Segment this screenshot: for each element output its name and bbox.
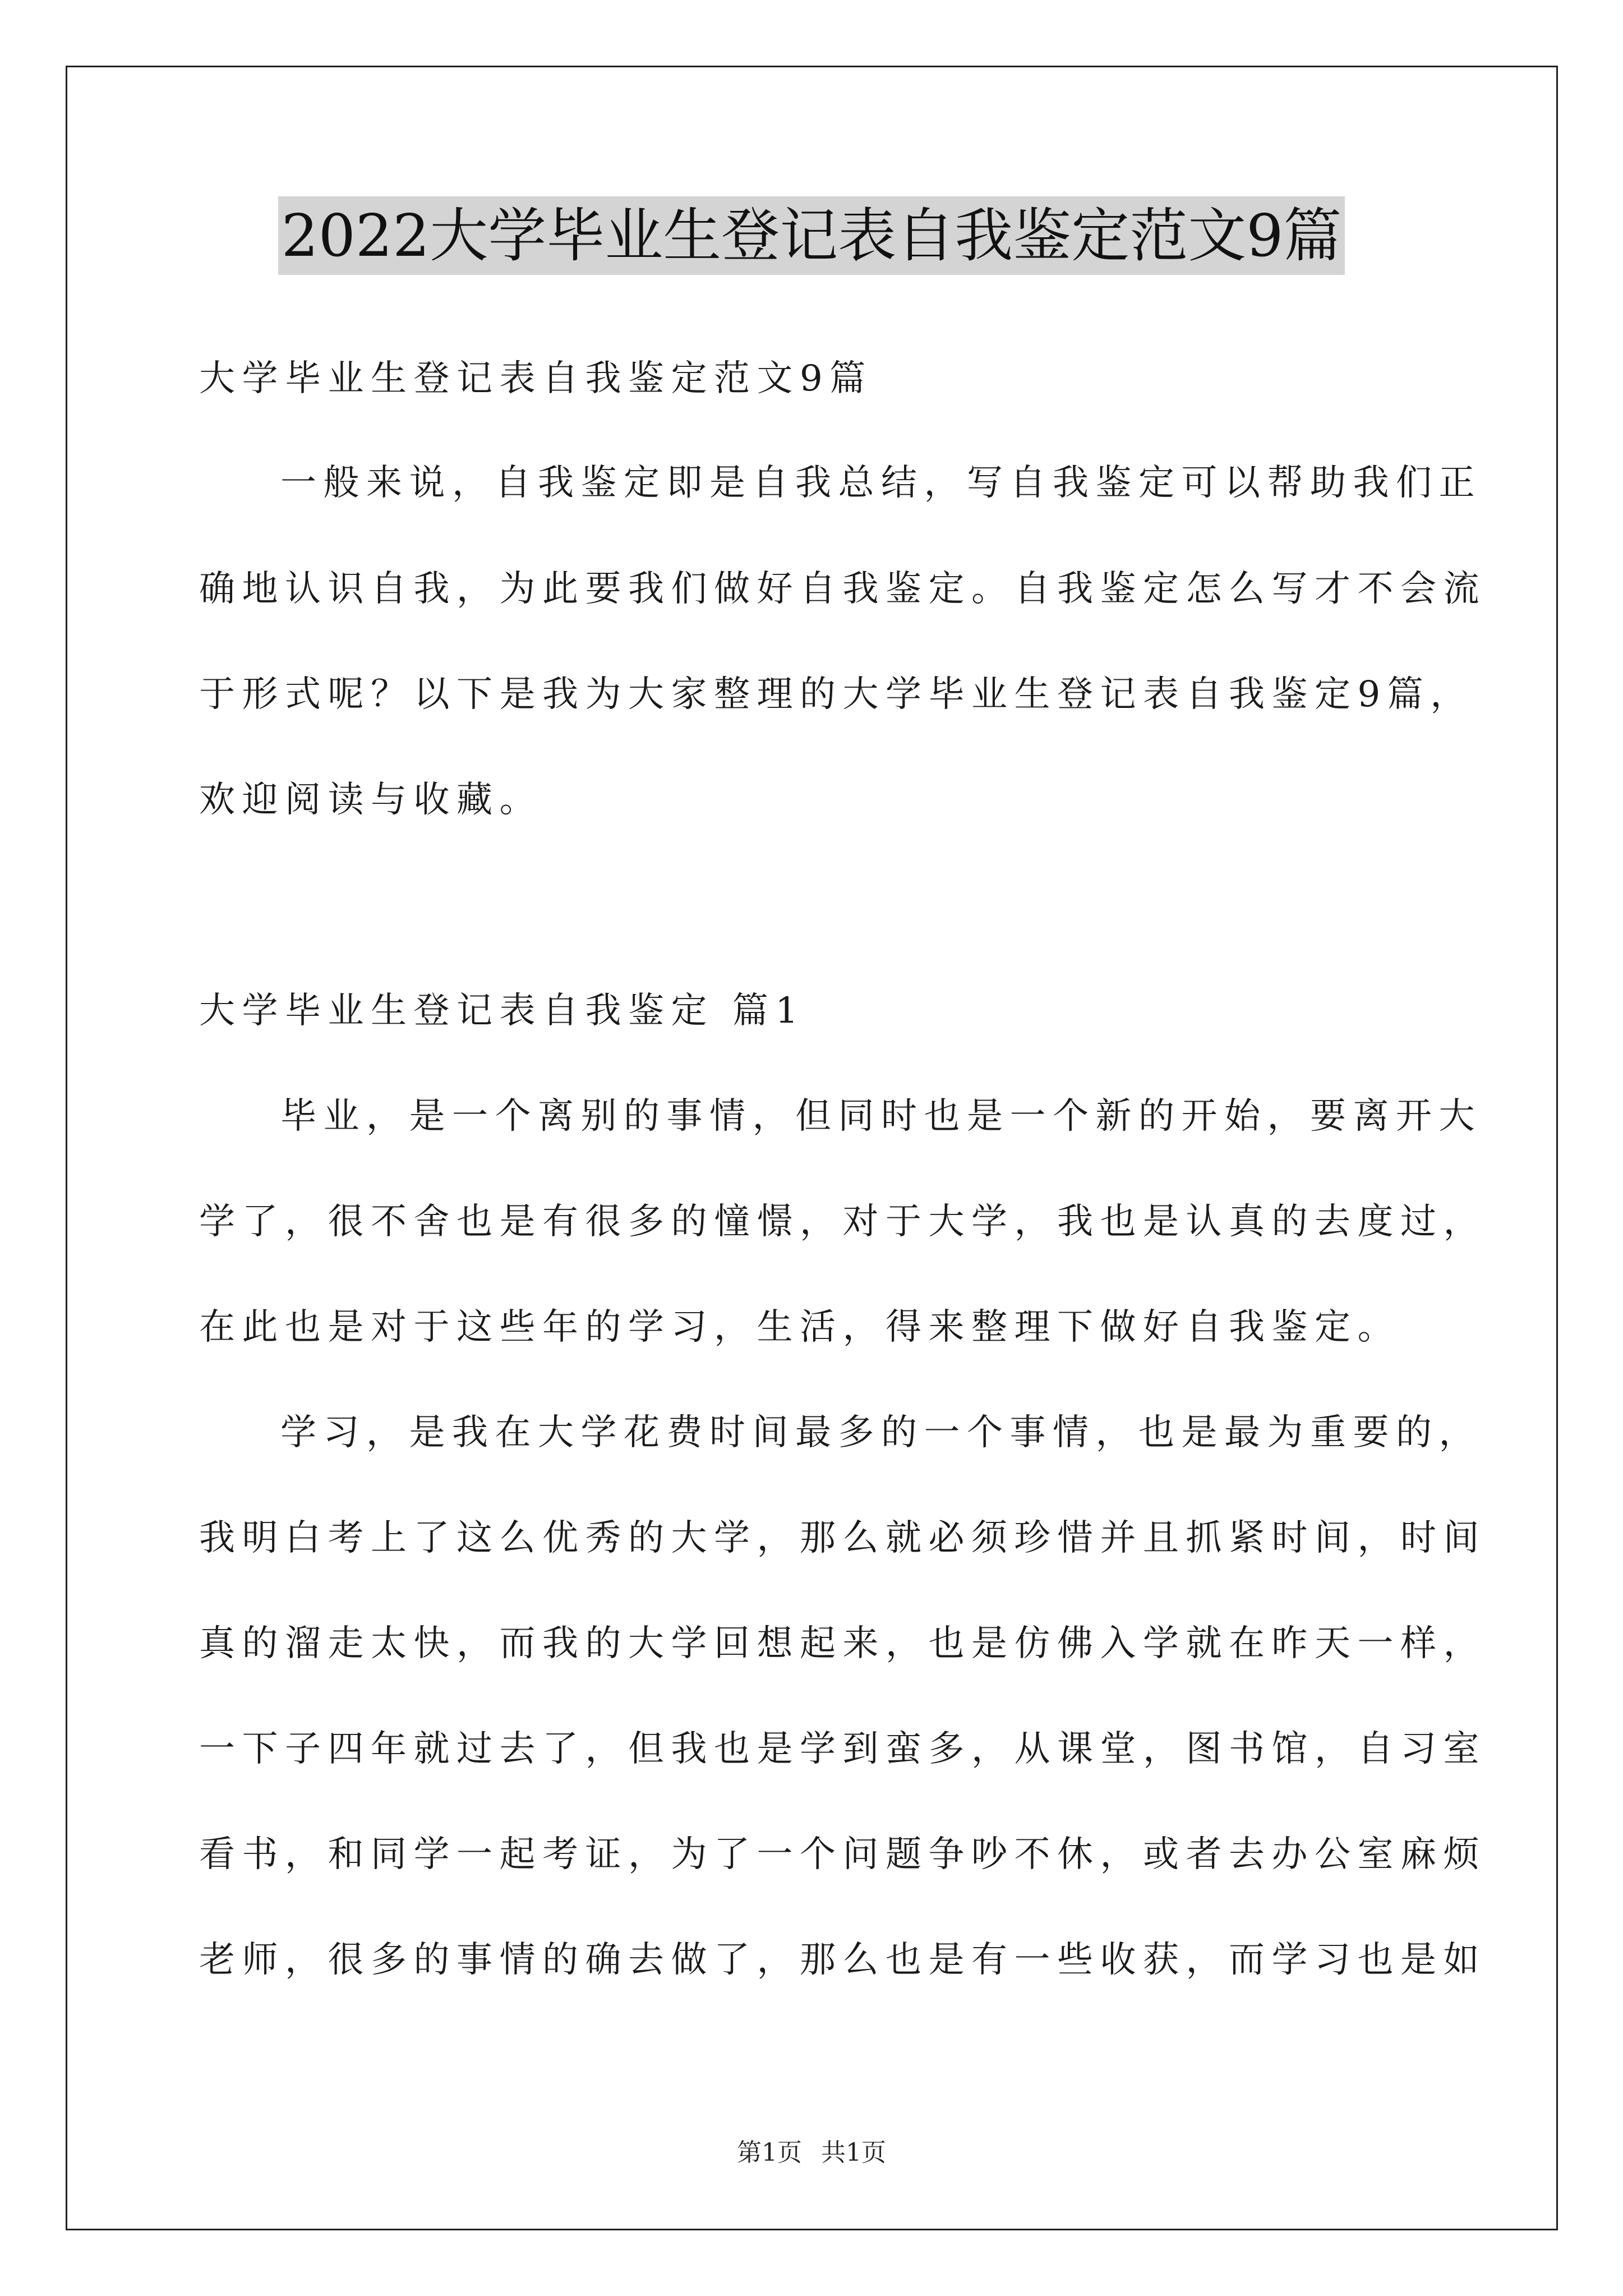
document-subtitle: 大学毕业生登记表自我鉴定范文9篇 bbox=[199, 358, 873, 399]
intro-line-2: 确地认识自我，为此要我们做好自我鉴定。自我鉴定怎么写才不会流 bbox=[199, 568, 1486, 610]
document-title: 2022大学毕业生登记表自我鉴定范文9篇 bbox=[278, 196, 1345, 275]
para1-line-1: 毕业，是一个离别的事情，但同时也是一个新的开始，要离开大 bbox=[280, 1096, 1482, 1137]
intro-line-1: 一般来说，自我鉴定即是自我总结，写自我鉴定可以帮助我们正 bbox=[280, 462, 1482, 504]
para2-line-2: 我明白考上了这么优秀的大学，那么就必须珍惜并且抓紧时间，时间 bbox=[199, 1517, 1486, 1559]
intro-line-3: 于形式呢？以下是我为大家整理的大学毕业生登记表自我鉴定9篇， bbox=[199, 674, 1473, 715]
para1-line-2: 学了，很不舍也是有很多的憧憬，对于大学，我也是认真的去度过， bbox=[199, 1201, 1486, 1243]
para2-line-1: 学习，是我在大学花费时间最多的一个事情，也是最为重要的， bbox=[280, 1412, 1482, 1453]
para2-line-5: 看书，和同学一起考证，为了一个问题争吵不休，或者去办公室麻烦 bbox=[199, 1834, 1486, 1875]
section-heading: 大学毕业生登记表自我鉴定 篇1 bbox=[199, 990, 805, 1032]
para1-line-3: 在此也是对于这些年的学习，生活，得来整理下做好自我鉴定。 bbox=[199, 1306, 1400, 1348]
page-footer bbox=[0, 2136, 1623, 2170]
para2-line-6: 老师，很多的事情的确去做了，那么也是有一些收获，而学习也是如 bbox=[199, 1939, 1486, 1981]
page-number: 第1页 bbox=[737, 2138, 802, 2167]
total-pages: 共1页 bbox=[821, 2138, 886, 2167]
para2-line-3: 真的溜走太快，而我的大学回想起来，也是仿佛入学就在昨天一样， bbox=[199, 1623, 1486, 1664]
title-container bbox=[0, 196, 1623, 275]
para2-line-4: 一下子四年就过去了，但我也是学到蛮多，从课堂，图书馆，自习室 bbox=[199, 1728, 1486, 1770]
intro-line-4: 欢迎阅读与收藏。 bbox=[199, 779, 542, 821]
